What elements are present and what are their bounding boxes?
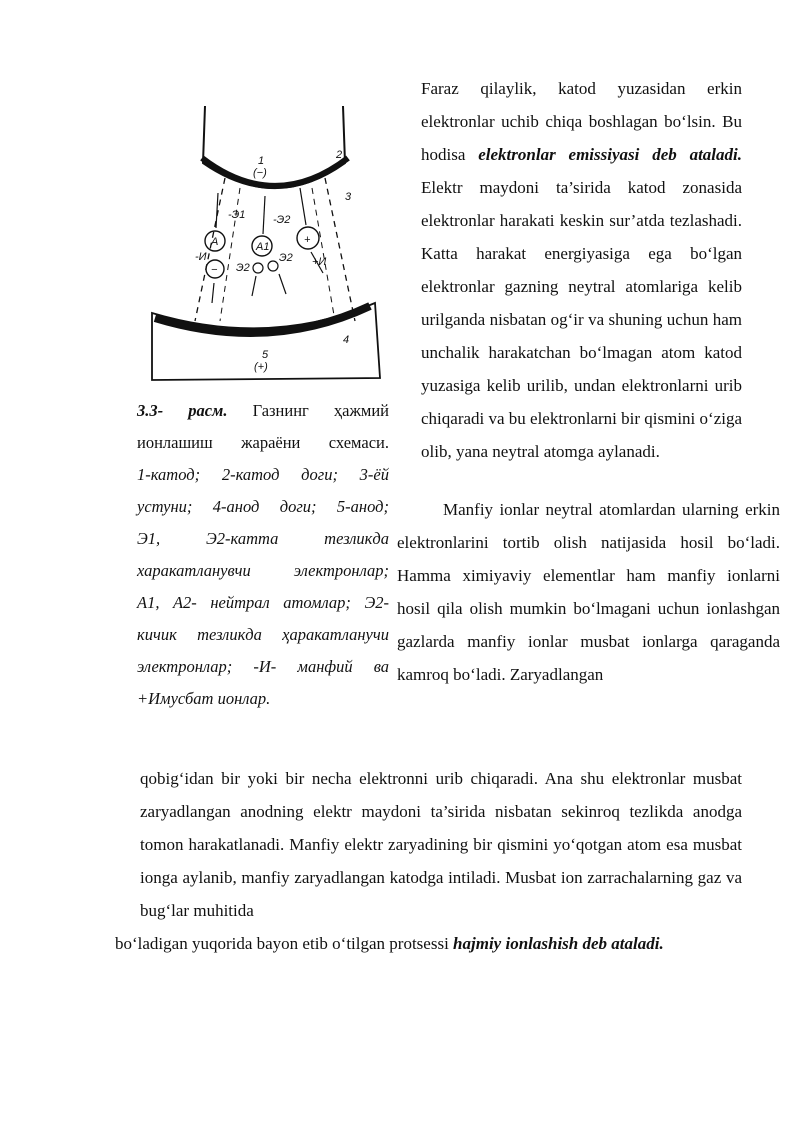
label-1: 1 (258, 155, 265, 167)
label-a1: A1 (256, 241, 270, 253)
label-plus: + (304, 234, 311, 246)
figure-caption: 3.3- расм. Газнинг ҳажмий ионлашиш жараёни схемаси. 1-катод; 2-катод доги; 3-ёй устуни; 4-анод доги; 5-анод; Э1, Э2-катта тезликда харакатланувчи электронлар; А1, А2- нейтрал атомлар; Э2- кичик тезликда ҳаракатланучи электронлар; -И- манфий ва +Имусбат ионлар. (137, 401, 389, 708)
label-a: A (211, 236, 219, 248)
arc-column-right-inner (312, 188, 335, 321)
label-minus-paren: (−) (253, 167, 267, 179)
label-e2c: Э2 (279, 252, 293, 264)
anode-spot (155, 306, 370, 333)
label-plus-paren: (+) (254, 361, 268, 373)
label-2: 2 (336, 149, 343, 161)
paragraph-1-text: Faraz qilaylik, katod yuzasidan erkin elektronlar uchib chiqa boshlagan bo‘lsin. Bu hodisa elektronlar emissiyasi deb ataladi. Elektr maydoni ta’sirida katod zonasida elektronlar harakati keskin sur’atda tezlashadi. Katta harakat energiyasiga ega bo‘lgan elektronlar gazning neytral atomlariga kelib urilganda nisbatan og‘ir va shuning uchun ham unchalik harakatchan bo‘lmagan atom katod yuzasiga kelib urilib, undan elektronlarni urib chiqaradi va bu elektronlarni bir qismini o‘ziga olib, yana neytral atomga aylanadi. (421, 79, 743, 461)
emphasis-electron-emission: elektronlar emissiyasi deb ataladi. (478, 145, 742, 164)
caption-figure-number: 3.3- расм. (137, 401, 228, 420)
label-3: 3 (345, 191, 352, 203)
ionization-diagram (140, 78, 402, 388)
electron-1 (253, 263, 263, 273)
label-e1: -Э1 (228, 209, 246, 221)
paragraph-4: bo‘ladigan yuqorida bayon etib o‘tilgan protsessi hajmiy ionlashish deb ataladi. (115, 934, 664, 953)
label-minus: − (211, 264, 218, 276)
emphasis-volume-ionization: hajmiy ionlashish deb ataladi. (453, 934, 664, 953)
paragraph-2: Manfiy ionlar neytral atomlardan ularning erkin elektronlarini tortib olish natijasida hosil bo‘ladi. Hamma ximiyaviy elementlar ham manfiy ionlarni hosil qila olish mumkin bo‘lmagani uchun ionlashgan gazlarda manfiy ionlar musbat ionlarga qaraganda kamroq bo‘ladi. Zaryadlangan (397, 500, 780, 684)
paragraph-1 (421, 72, 742, 468)
label-e2a: Э2 (236, 262, 250, 274)
label-5: 5 (262, 349, 269, 361)
label-i-minus: -И (195, 251, 207, 263)
electron-2 (268, 261, 278, 271)
label-i-plus: +И (312, 256, 327, 268)
paragraph-3: qobig‘idan bir yoki bir necha elektronni urib chiqaradi. Ana shu elektronlar musbat zaryadlangan anodning elektr maydoni ta’sirida nisbatan sekinroq tezlikda anodga tomon harakatlanadi. Manfiy elektr zaryadining bir qismini yo‘qotgan atom esa musbat ionga aylanib, manfiy zaryadlangan katodga intiladi. Musbat ion zarrachalarning gaz va bug‘lar muhitida (140, 769, 742, 920)
label-e2: -Э2 (273, 214, 291, 226)
arc-column-left-inner (220, 188, 240, 321)
label-4: 4 (343, 334, 350, 346)
